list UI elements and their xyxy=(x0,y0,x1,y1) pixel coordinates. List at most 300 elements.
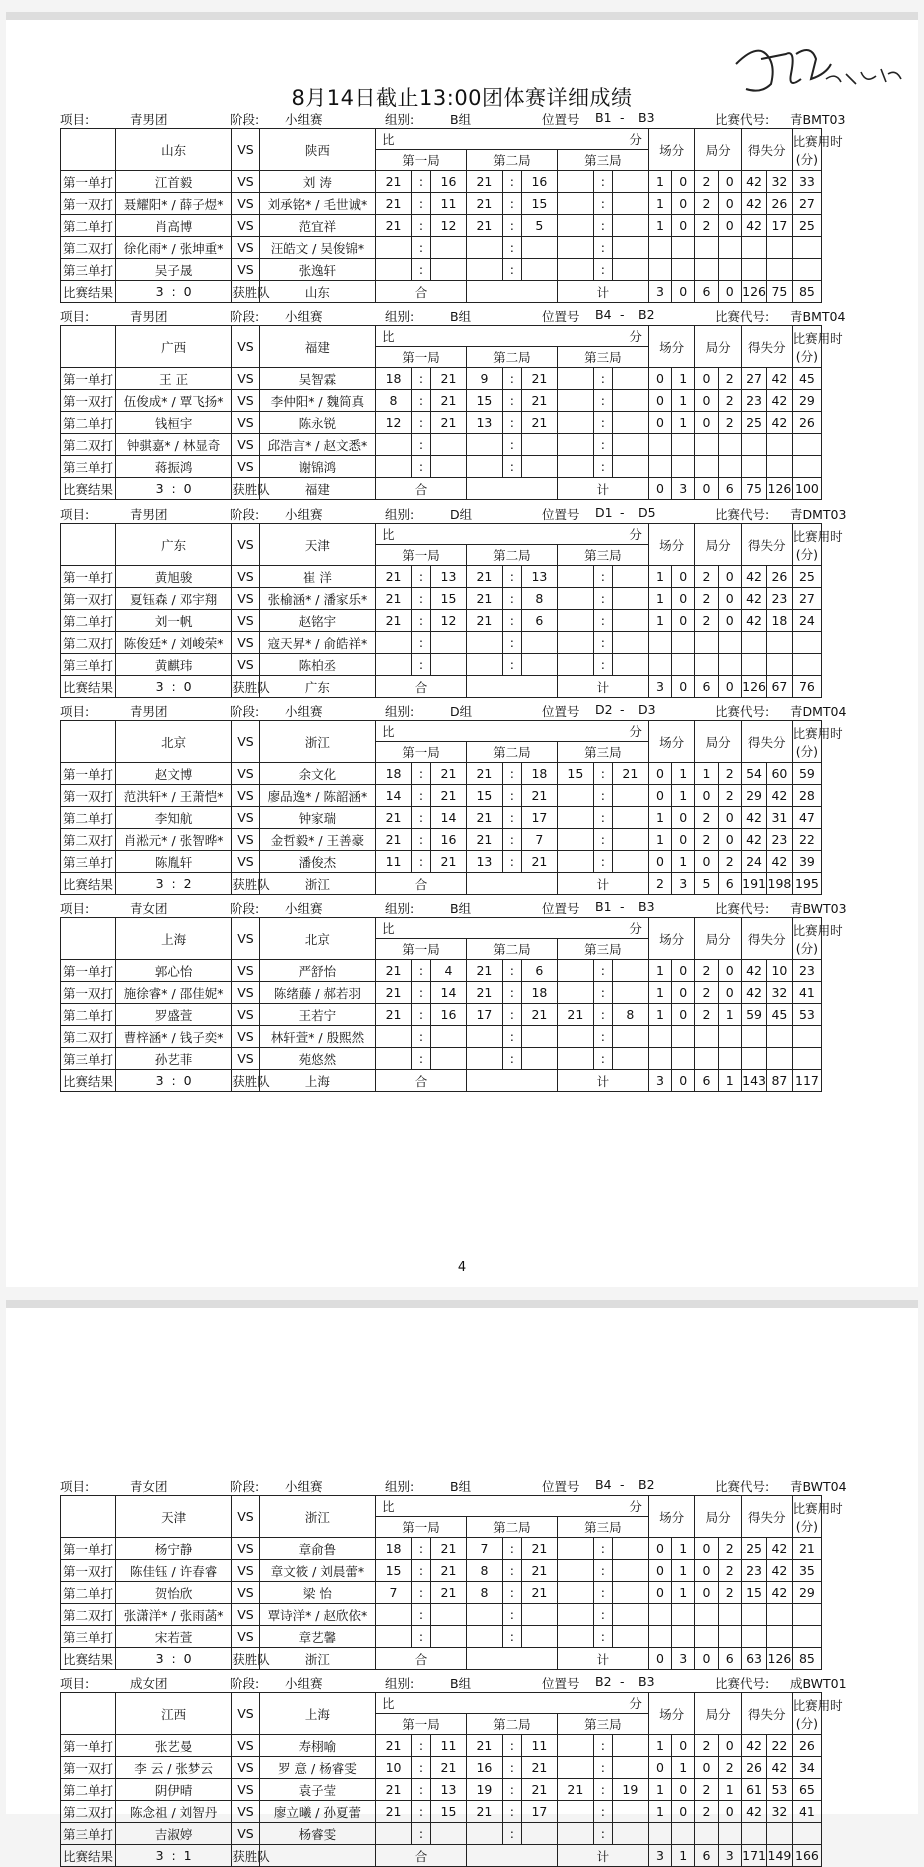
total-tgp2: 1 xyxy=(718,1070,741,1092)
game3-score-b xyxy=(612,1823,648,1845)
game3-score-a xyxy=(557,785,593,807)
stat-mp2: 0 xyxy=(672,1735,695,1757)
game1-score-a: 15 xyxy=(376,1560,412,1582)
player-a: 肖淞元* / 张智晔* xyxy=(115,829,231,851)
game3-score-a xyxy=(557,982,593,1004)
stat-p2: 60 xyxy=(767,763,792,785)
vs-label: VS xyxy=(232,960,259,982)
game-colon: : xyxy=(411,412,430,434)
stat-p1 xyxy=(741,1823,766,1845)
game3-header: 第三局 xyxy=(557,1517,648,1538)
table-row xyxy=(61,193,870,215)
stat-p2: 42 xyxy=(767,390,792,412)
player-b: 张逸轩 xyxy=(259,259,375,281)
result-score xyxy=(115,1648,231,1670)
table-row xyxy=(61,412,870,434)
stat-mp2: 1 xyxy=(672,1560,695,1582)
duration-header xyxy=(792,918,843,960)
player-b: 金哲毅* / 王善豪 xyxy=(259,829,375,851)
total-tmp2: 3 xyxy=(672,873,695,895)
total-tp2: 67 xyxy=(767,676,792,698)
total-tgp1: 6 xyxy=(695,281,718,303)
player-b: 袁子莹 xyxy=(259,1779,375,1801)
stat-gp2 xyxy=(718,456,741,478)
game-colon: : xyxy=(502,1582,521,1604)
game1-score-b: 14 xyxy=(431,982,467,1004)
position-dash: - xyxy=(620,110,625,125)
game1-header: 第一局 xyxy=(376,1517,467,1538)
stat-mp1 xyxy=(648,1823,671,1845)
total-tp1: 171 xyxy=(741,1845,766,1867)
score-right-label: 分 xyxy=(629,132,642,147)
stat-p1: 23 xyxy=(741,1560,766,1582)
duration-label-2: (分) xyxy=(795,1715,819,1731)
game1-score-a xyxy=(376,434,412,456)
blank-cell xyxy=(61,1693,116,1735)
table-row xyxy=(61,960,870,982)
stat-mp2: 0 xyxy=(672,982,695,1004)
game-colon: : xyxy=(502,1538,521,1560)
game3-score-b xyxy=(612,1626,648,1648)
total-label-left: 合 xyxy=(376,478,467,500)
event-type: 第二双打 xyxy=(61,1604,116,1626)
stat-gp2: 0 xyxy=(718,610,741,632)
player-a: 张潇洋* / 张雨菡* xyxy=(115,1604,231,1626)
match-points-header: 场分 xyxy=(648,918,695,960)
duration-header xyxy=(792,721,843,763)
game-colon: : xyxy=(411,654,430,676)
game1-score-a: 7 xyxy=(376,1582,412,1604)
project-label: 项目: xyxy=(60,1676,90,1691)
game1-score-b: 15 xyxy=(431,1801,467,1823)
game3-score-b xyxy=(612,851,648,873)
winner-team: 浙江 xyxy=(259,873,375,895)
game2-score-b: 21 xyxy=(521,1757,557,1779)
stat-mp1: 0 xyxy=(648,785,671,807)
total-label-left: 合 xyxy=(376,873,467,895)
vs-label: VS xyxy=(232,1496,259,1538)
game-colon: : xyxy=(593,763,612,785)
winner-team: 浙江 xyxy=(259,1648,375,1670)
game2-score-b: 18 xyxy=(521,982,557,1004)
event-type: 第一双打 xyxy=(61,1560,116,1582)
player-b: 陈永锐 xyxy=(259,412,375,434)
vs-label: VS xyxy=(232,259,259,281)
player-a: 李知航 xyxy=(115,807,231,829)
stat-mp1: 0 xyxy=(648,1582,671,1604)
match-block xyxy=(60,305,870,500)
game3-score-a xyxy=(557,1735,593,1757)
stat-gp2 xyxy=(718,1823,741,1845)
total-tt: 195 xyxy=(792,873,822,895)
vs-label: VS xyxy=(232,721,259,763)
game-colon: : xyxy=(411,390,430,412)
event-type: 第一单打 xyxy=(61,368,116,390)
vs-label: VS xyxy=(232,456,259,478)
project-value: 青男团 xyxy=(130,507,168,522)
stat-p2: 32 xyxy=(767,1801,792,1823)
stat-p2: 17 xyxy=(767,215,792,237)
game1-score-a: 11 xyxy=(376,851,412,873)
total-tp1: 191 xyxy=(741,873,766,895)
game3-score-a xyxy=(557,1801,593,1823)
project-label: 项目: xyxy=(60,507,90,522)
game1-score-b: 21 xyxy=(431,1582,467,1604)
stat-mp1 xyxy=(648,1626,671,1648)
game1-score-a: 21 xyxy=(376,193,412,215)
signature xyxy=(716,34,906,104)
points-header: 得失分 xyxy=(741,1693,792,1735)
player-a: 刘一帆 xyxy=(115,610,231,632)
stat-mp2 xyxy=(672,632,695,654)
stat-t: 27 xyxy=(792,588,822,610)
game1-score-a xyxy=(376,1048,412,1070)
table-row xyxy=(61,1801,870,1823)
game1-score-a: 21 xyxy=(376,1779,412,1801)
vs-label: VS xyxy=(232,610,259,632)
vs-label: VS xyxy=(232,785,259,807)
score-right-label: 分 xyxy=(629,921,642,936)
position-a: B4 xyxy=(595,307,612,322)
group-label: 组别: xyxy=(385,507,415,522)
team-a-name: 广东 xyxy=(115,524,231,566)
game3-score-b xyxy=(612,982,648,1004)
player-b: 陈绪藤 / 郝若羽 xyxy=(259,982,375,1004)
blank-cell xyxy=(61,524,116,566)
total-gap xyxy=(466,873,557,895)
stat-p1: 24 xyxy=(741,851,766,873)
stat-p1: 42 xyxy=(741,566,766,588)
stat-mp2 xyxy=(672,1026,695,1048)
game-colon: : xyxy=(411,1779,430,1801)
match-code: 青DMT04 xyxy=(790,704,847,719)
group-label: 组别: xyxy=(385,309,415,324)
player-b: 李仲阳* / 魏简真 xyxy=(259,390,375,412)
vs-label: VS xyxy=(232,412,259,434)
game3-score-a xyxy=(557,434,593,456)
player-b: 崔 洋 xyxy=(259,566,375,588)
game2-score-a: 21 xyxy=(466,610,502,632)
game3-score-a xyxy=(557,1823,593,1845)
stat-p2: 42 xyxy=(767,1757,792,1779)
player-b: 廖品逸* / 陈韶涵* xyxy=(259,785,375,807)
score-left-label: 比 xyxy=(382,329,395,344)
stat-mp2: 0 xyxy=(672,1779,695,1801)
project-value: 青女团 xyxy=(130,901,168,916)
result-score xyxy=(115,676,231,698)
result-label: 比赛结果 xyxy=(61,1845,116,1867)
stat-t xyxy=(792,632,822,654)
game1-score-a: 21 xyxy=(376,588,412,610)
game-colon: : xyxy=(593,1004,612,1026)
game-colon: : xyxy=(502,632,521,654)
stat-gp2 xyxy=(718,1026,741,1048)
stat-gp2: 0 xyxy=(718,171,741,193)
game2-score-b: 18 xyxy=(521,763,557,785)
match-header xyxy=(60,503,870,523)
score-header xyxy=(376,1496,649,1517)
stat-gp2: 1 xyxy=(718,1779,741,1801)
stat-gp1: 1 xyxy=(695,763,718,785)
stat-t xyxy=(792,456,822,478)
game-colon: : xyxy=(593,1604,612,1626)
game-colon: : xyxy=(593,1026,612,1048)
stat-mp1: 1 xyxy=(648,1735,671,1757)
group-value: B组 xyxy=(450,901,472,916)
result-score-b: 0 xyxy=(183,679,192,694)
stat-mp1: 0 xyxy=(648,412,671,434)
game3-score-b xyxy=(612,566,648,588)
stat-gp2: 2 xyxy=(718,1582,741,1604)
player-a: 陈佳钰 / 许春睿 xyxy=(115,1560,231,1582)
game1-score-a: 21 xyxy=(376,610,412,632)
duration-label-2: (分) xyxy=(795,940,819,956)
player-a: 施徐睿* / 邵佳妮* xyxy=(115,982,231,1004)
position-b: B3 xyxy=(638,110,655,125)
stat-p2: 42 xyxy=(767,1560,792,1582)
stat-p2 xyxy=(767,237,792,259)
stat-gp1 xyxy=(695,1604,718,1626)
stat-p2: 26 xyxy=(767,566,792,588)
game2-score-b: 13 xyxy=(521,566,557,588)
game3-score-a xyxy=(557,807,593,829)
game2-score-a: 15 xyxy=(466,785,502,807)
stat-p2 xyxy=(767,1626,792,1648)
winner-label: 获胜队 xyxy=(232,1070,259,1092)
duration-label-1: 比赛用时 xyxy=(792,1500,843,1516)
total-tgp1: 0 xyxy=(695,1648,718,1670)
stat-gp1: 2 xyxy=(695,960,718,982)
total-tp2: 149 xyxy=(767,1845,792,1867)
stat-mp1: 1 xyxy=(648,588,671,610)
player-a: 陈念祖 / 刘智丹 xyxy=(115,1801,231,1823)
game1-score-a xyxy=(376,1604,412,1626)
stat-p2: 10 xyxy=(767,960,792,982)
game2-score-a: 21 xyxy=(466,829,502,851)
result-score xyxy=(115,478,231,500)
game3-score-b xyxy=(612,1560,648,1582)
total-tp2: 198 xyxy=(767,873,792,895)
game-colon: : xyxy=(502,960,521,982)
group-value: D组 xyxy=(450,507,473,522)
game3-header: 第三局 xyxy=(557,150,648,171)
player-a: 陈胤轩 xyxy=(115,851,231,873)
match-code: 成BWT01 xyxy=(790,1676,847,1691)
total-tgp2: 6 xyxy=(718,478,741,500)
stat-t: 47 xyxy=(792,807,822,829)
game-colon: : xyxy=(502,982,521,1004)
total-label-right: 计 xyxy=(557,1845,648,1867)
match-table xyxy=(60,128,870,303)
winner-label: 获胜队 xyxy=(232,1648,259,1670)
event-type: 第三单打 xyxy=(61,851,116,873)
score-header-text xyxy=(376,919,648,937)
table-row xyxy=(61,1582,870,1604)
event-type: 第三单打 xyxy=(61,1626,116,1648)
stat-p1: 42 xyxy=(741,1801,766,1823)
game2-score-b: 17 xyxy=(521,807,557,829)
table-row xyxy=(61,566,870,588)
stat-gp1: 2 xyxy=(695,829,718,851)
game-colon: : xyxy=(502,1823,521,1845)
game1-score-a: 21 xyxy=(376,215,412,237)
stat-p1: 25 xyxy=(741,1538,766,1560)
position-label: 位置号 xyxy=(542,1676,580,1691)
total-tmp1: 2 xyxy=(648,873,671,895)
player-b: 邱浩言* / 赵文悉* xyxy=(259,434,375,456)
game-colon: : xyxy=(593,829,612,851)
stat-t: 59 xyxy=(792,763,822,785)
game3-score-a xyxy=(557,237,593,259)
stat-mp1 xyxy=(648,434,671,456)
stat-p1 xyxy=(741,1626,766,1648)
game-colon: : xyxy=(411,237,430,259)
project-label: 项目: xyxy=(60,901,90,916)
stat-p1 xyxy=(741,1604,766,1626)
game3-score-b xyxy=(612,1801,648,1823)
duration-label-1: 比赛用时 xyxy=(792,528,843,544)
game2-score-a xyxy=(466,237,502,259)
event-type: 第三单打 xyxy=(61,1048,116,1070)
stat-gp2: 0 xyxy=(718,807,741,829)
match-code: 青BMT03 xyxy=(790,112,846,127)
winner-label: 获胜队 xyxy=(232,873,259,895)
game3-score-a xyxy=(557,1582,593,1604)
team-b-name: 福建 xyxy=(259,326,375,368)
winner-team: 福建 xyxy=(259,478,375,500)
event-type: 第二单打 xyxy=(61,215,116,237)
game2-score-b xyxy=(521,1048,557,1070)
stat-p1: 15 xyxy=(741,1582,766,1604)
stat-t: 26 xyxy=(792,1735,822,1757)
game1-score-a: 21 xyxy=(376,566,412,588)
event-type: 第三单打 xyxy=(61,456,116,478)
game2-score-a: 19 xyxy=(466,1779,502,1801)
stat-p2: 23 xyxy=(767,588,792,610)
score-header xyxy=(376,524,649,545)
player-b: 潘俊杰 xyxy=(259,851,375,873)
game2-score-b xyxy=(521,654,557,676)
table-row xyxy=(61,1757,870,1779)
result-score-b: 2 xyxy=(183,876,192,891)
table-head-row xyxy=(61,129,870,150)
score-left-label: 比 xyxy=(382,1696,395,1711)
score-right-label: 分 xyxy=(629,1499,642,1514)
total-gap xyxy=(466,478,557,500)
game-colon: : xyxy=(593,1626,612,1648)
stat-p1: 42 xyxy=(741,807,766,829)
game3-score-b xyxy=(612,807,648,829)
game-colon: : xyxy=(502,654,521,676)
game1-score-a xyxy=(376,456,412,478)
game2-score-a: 13 xyxy=(466,851,502,873)
player-a: 王 正 xyxy=(115,368,231,390)
game1-score-b: 12 xyxy=(431,610,467,632)
winner-team: 山东 xyxy=(259,281,375,303)
stat-mp1: 1 xyxy=(648,215,671,237)
game-colon: : xyxy=(411,1735,430,1757)
game2-score-b: 21 xyxy=(521,785,557,807)
game-colon: : xyxy=(411,434,430,456)
stat-gp1 xyxy=(695,654,718,676)
table-row xyxy=(61,259,870,281)
game-colon: : xyxy=(502,1026,521,1048)
event-type: 第三单打 xyxy=(61,259,116,281)
game2-score-a: 9 xyxy=(466,368,502,390)
game2-header: 第二局 xyxy=(466,150,557,171)
stat-p1 xyxy=(741,632,766,654)
game-colon: : xyxy=(593,1779,612,1801)
game-colon: : xyxy=(593,785,612,807)
score-right-label: 分 xyxy=(629,724,642,739)
total-tmp2: 3 xyxy=(672,478,695,500)
match-header xyxy=(60,1475,870,1495)
position-dash: - xyxy=(620,702,625,717)
game1-score-b: 14 xyxy=(431,807,467,829)
stage-label: 阶段: xyxy=(230,704,260,719)
game1-score-b xyxy=(431,1026,467,1048)
game3-score-b xyxy=(612,1026,648,1048)
game1-score-a xyxy=(376,259,412,281)
position-a: D1 xyxy=(595,505,613,520)
stat-mp1: 0 xyxy=(648,763,671,785)
game1-score-a: 21 xyxy=(376,171,412,193)
stage-label: 阶段: xyxy=(230,507,260,522)
game-colon: : xyxy=(593,982,612,1004)
stat-p2 xyxy=(767,1604,792,1626)
game-colon: : xyxy=(593,1801,612,1823)
game3-score-b xyxy=(612,1538,648,1560)
stat-t: 24 xyxy=(792,610,822,632)
stat-p2: 22 xyxy=(767,1735,792,1757)
vs-label: VS xyxy=(232,566,259,588)
stat-p1: 27 xyxy=(741,368,766,390)
match-points-header: 场分 xyxy=(648,129,695,171)
game2-score-a: 21 xyxy=(466,215,502,237)
game2-score-b xyxy=(521,456,557,478)
total-gap xyxy=(466,1070,557,1092)
event-type: 第二单打 xyxy=(61,1004,116,1026)
player-a: 郭心怡 xyxy=(115,960,231,982)
game-colon: : xyxy=(502,1626,521,1648)
stat-p2 xyxy=(767,1048,792,1070)
game-colon: : xyxy=(502,610,521,632)
vs-label: VS xyxy=(232,1582,259,1604)
game2-score-a xyxy=(466,1026,502,1048)
stage-label: 阶段: xyxy=(230,1479,260,1494)
match-code-label: 比赛代号: xyxy=(715,704,770,719)
player-b: 刘承铭* / 毛世诚* xyxy=(259,193,375,215)
stat-gp2: 0 xyxy=(718,960,741,982)
vs-label: VS xyxy=(232,368,259,390)
game2-header: 第二局 xyxy=(466,347,557,368)
stat-gp1: 2 xyxy=(695,171,718,193)
stat-mp2: 1 xyxy=(672,1582,695,1604)
game2-score-a: 21 xyxy=(466,1801,502,1823)
result-row xyxy=(61,281,870,303)
stat-mp1: 0 xyxy=(648,1560,671,1582)
event-type: 第三单打 xyxy=(61,654,116,676)
game-points-header: 局分 xyxy=(695,1496,742,1538)
match-points-header: 场分 xyxy=(648,721,695,763)
game3-score-b xyxy=(612,171,648,193)
player-a: 罗盛萱 xyxy=(115,1004,231,1026)
score-header-text xyxy=(376,525,648,543)
total-tt: 117 xyxy=(792,1070,822,1092)
total-label-right: 计 xyxy=(557,1070,648,1092)
stat-p2: 42 xyxy=(767,368,792,390)
result-row xyxy=(61,1070,870,1092)
